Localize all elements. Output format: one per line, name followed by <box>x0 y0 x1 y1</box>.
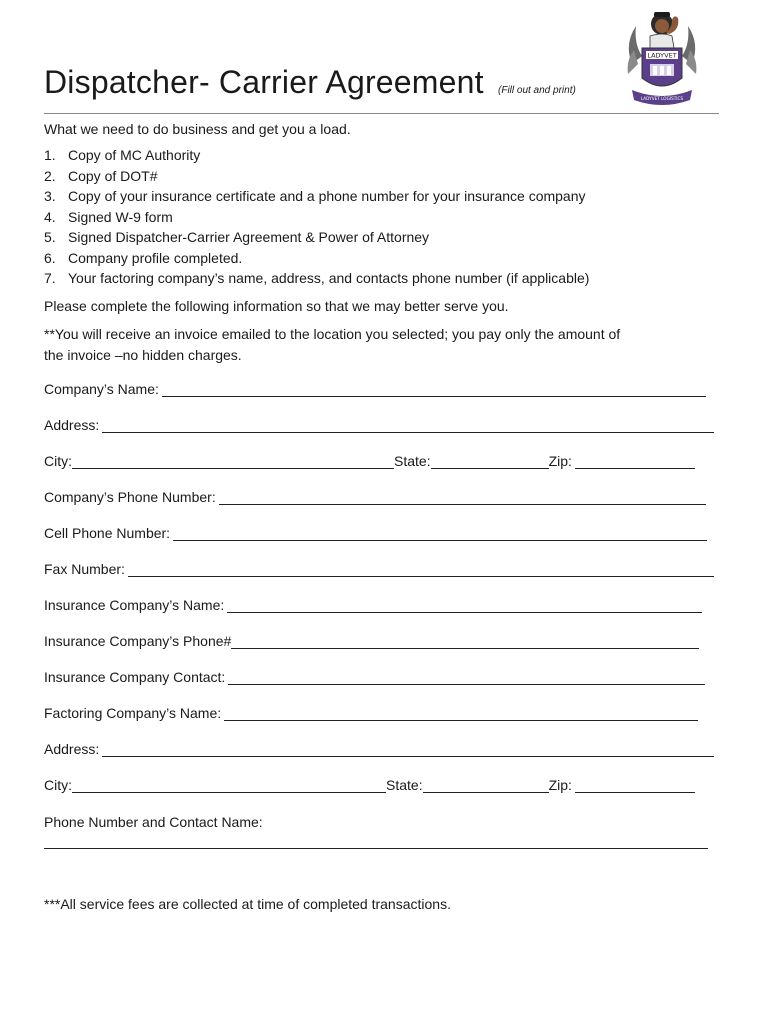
insurance-phone-label: Insurance Company’s Phone# <box>44 633 232 649</box>
insurance-contact-input-line[interactable] <box>228 670 705 685</box>
cell-phone-label: Cell Phone Number: <box>44 525 171 541</box>
insurance-name-field <box>44 597 702 613</box>
company-name-field <box>44 381 706 397</box>
state-label: State: <box>394 453 431 469</box>
list-item: 6. Company profile completed. <box>44 249 243 266</box>
factoring-address-input-line[interactable] <box>102 742 714 757</box>
logo-text-bottom: LADYVET LOGISTICS <box>640 96 684 101</box>
city-input-line[interactable] <box>72 454 394 469</box>
title-divider <box>44 113 719 114</box>
city-input-line-2[interactable] <box>72 778 386 793</box>
company-name-label: Company’s Name: <box>44 381 159 397</box>
insurance-name-label: Insurance Company’s Name: <box>44 597 225 613</box>
requirements-list <box>44 146 589 290</box>
footer-note: ***All service fees are collected at time of completed transactions. <box>44 896 451 912</box>
logo-text-top: LADYVET <box>647 51 677 60</box>
list-item: 3. Copy of your insurance certificate and a phone number for your insurance company <box>44 188 586 204</box>
list-item: 7. Your factoring company’s name, address, and contacts phone number (if applicable) <box>44 270 590 286</box>
fax-input-line[interactable] <box>128 562 714 577</box>
factoring-city-state-zip-field <box>44 777 695 793</box>
state-input-line-2[interactable] <box>423 778 549 793</box>
invoice-note-line-2: the invoice –no hidden charges. <box>44 347 242 363</box>
phone-contact-input-line[interactable] <box>44 848 708 849</box>
insurance-contact-field <box>44 669 705 685</box>
list-item: 4. Signed W-9 form <box>44 208 173 225</box>
company-phone-label: Company’s Phone Number: <box>44 489 216 505</box>
phone-contact-label: Phone Number and Contact Name: <box>44 814 263 830</box>
cell-phone-input-line[interactable] <box>173 526 707 541</box>
insurance-phone-field <box>44 633 699 649</box>
intro-text: What we need to do business and get you a load. <box>44 121 351 137</box>
state-input-line[interactable] <box>431 454 549 469</box>
city-state-zip-field <box>44 453 695 469</box>
list-item: 2. Copy of DOT# <box>44 167 158 184</box>
city-label-2: City: <box>44 777 72 793</box>
zip-label-2: Zip: <box>548 777 572 793</box>
city-label: City: <box>44 453 72 469</box>
list-item: 1. Copy of MC Authority <box>44 147 201 163</box>
state-label-2: State: <box>386 777 423 793</box>
insurance-phone-input-line[interactable] <box>231 634 699 649</box>
factoring-name-field <box>44 705 698 721</box>
factoring-name-label: Factoring Company’s Name: <box>44 705 222 721</box>
zip-label: Zip: <box>548 453 572 469</box>
address-input-line[interactable] <box>102 418 714 433</box>
company-phone-field <box>44 489 706 505</box>
fax-field <box>44 561 714 577</box>
factoring-address-label: Address: <box>44 741 100 757</box>
page-title: Dispatcher- Carrier Agreement <box>44 64 484 100</box>
zip-input-line[interactable] <box>575 454 695 469</box>
address-label: Address: <box>44 417 100 433</box>
company-name-input-line[interactable] <box>162 382 706 397</box>
page-subtitle: (Fill out and print) <box>498 85 576 96</box>
factoring-name-input-line[interactable] <box>224 706 698 721</box>
fax-label: Fax Number: <box>44 561 125 577</box>
invoice-note-line-1: **You will receive an invoice emailed to the location you selected; you pay only the amount of <box>44 326 621 342</box>
address-field <box>44 417 714 433</box>
zip-input-line-2[interactable] <box>575 778 695 793</box>
factoring-address-field <box>44 741 714 757</box>
list-item: 5. Signed Dispatcher-Carrier Agreement & Power of Attorney <box>44 229 430 245</box>
insurance-name-input-line[interactable] <box>227 598 702 613</box>
cell-phone-field <box>44 525 707 541</box>
company-phone-input-line[interactable] <box>219 490 706 505</box>
ladyvet-logo <box>622 4 702 110</box>
please-complete-text: Please complete the following information so that we may better serve you. <box>44 298 509 314</box>
insurance-contact-label: Insurance Company Contact: <box>44 669 226 685</box>
